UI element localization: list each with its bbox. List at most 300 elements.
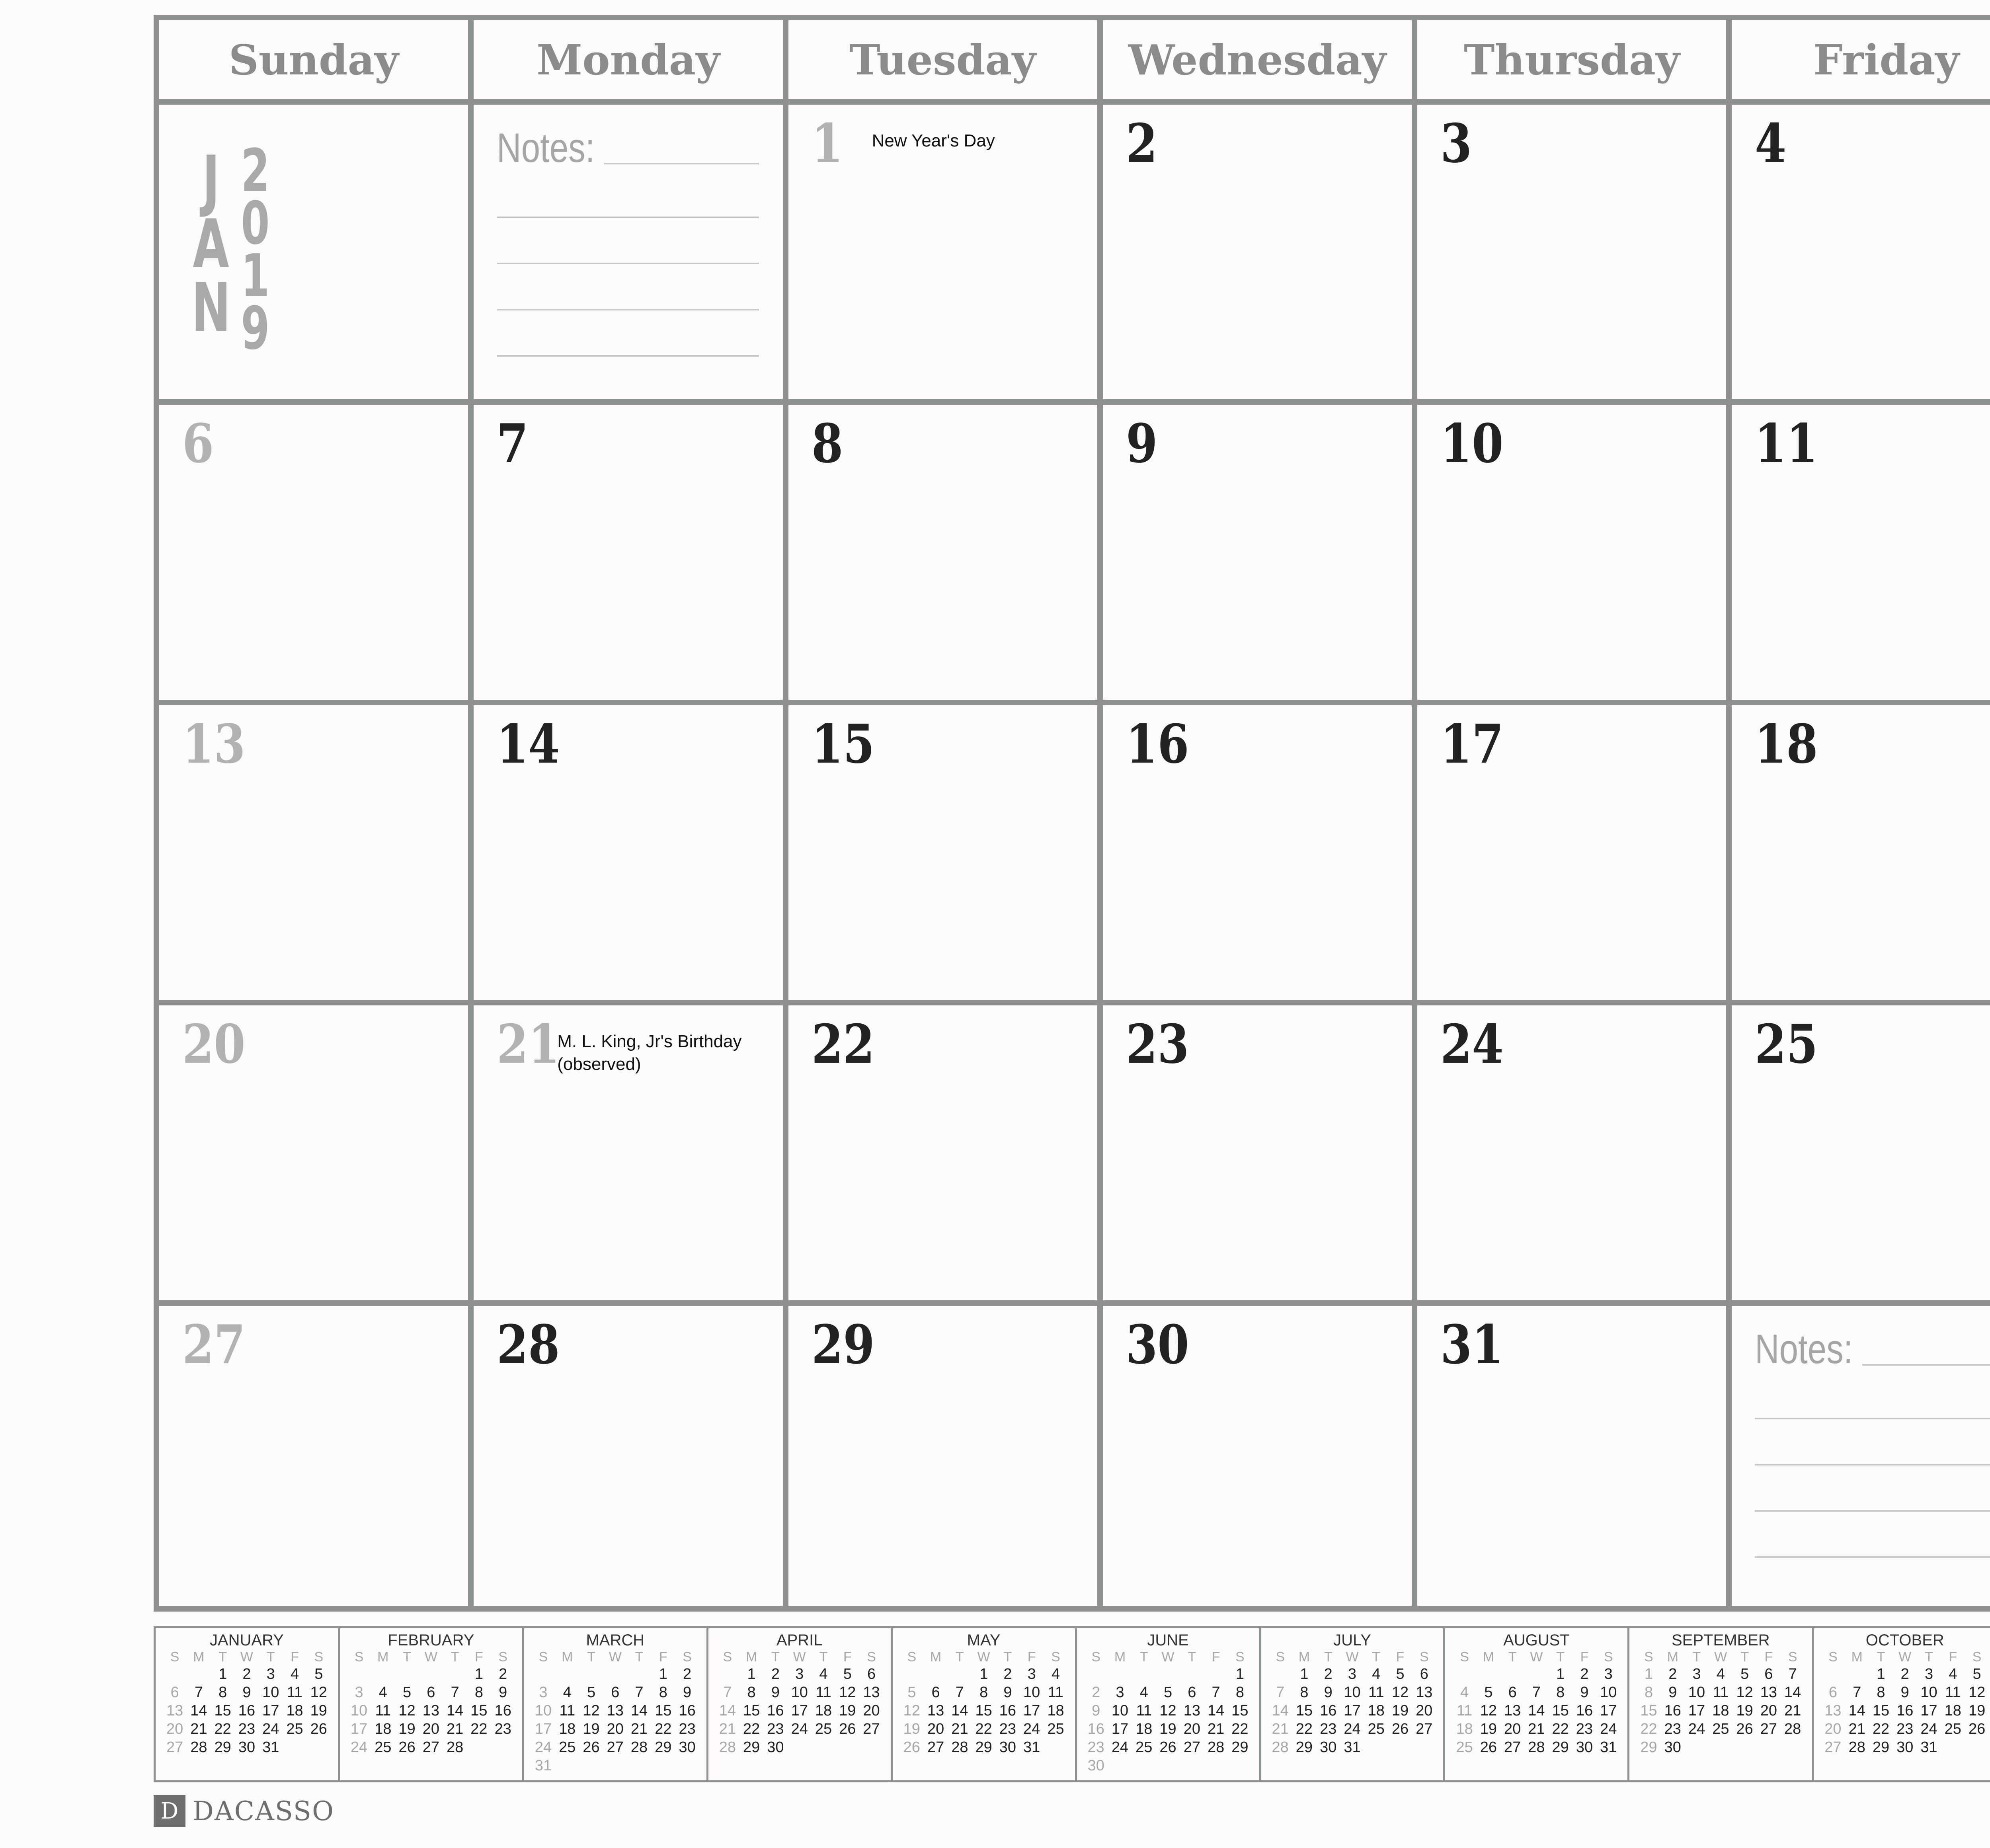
mini-day-grid xyxy=(1084,1649,1252,1775)
day-cell[interactable] xyxy=(159,705,474,1005)
mini-month-name: OCTOBER xyxy=(1865,1631,1944,1649)
mini-day: 25 xyxy=(375,1739,392,1756)
mini-day: 4 xyxy=(819,1666,828,1682)
mini-day: 19 xyxy=(1968,1702,1986,1719)
day-cell[interactable] xyxy=(1417,105,1732,405)
mini-blank xyxy=(371,1665,395,1683)
mini-day: 23 xyxy=(238,1721,256,1737)
mini-day: 14 xyxy=(1848,1702,1865,1719)
mini-day: 18 xyxy=(815,1702,832,1719)
mini-weekday: T xyxy=(1925,1649,1933,1665)
day-number: 22 xyxy=(811,1013,875,1076)
mini-day: 31 xyxy=(262,1739,279,1756)
mini-day: 2 xyxy=(771,1666,780,1682)
day-cell[interactable] xyxy=(159,1005,474,1306)
day-cell[interactable] xyxy=(1103,105,1417,405)
notes-line xyxy=(1755,1419,1990,1466)
mini-blank xyxy=(187,1665,211,1683)
mini-day: 12 xyxy=(1736,1684,1753,1701)
mini-day: 9 xyxy=(242,1684,251,1701)
mini-weekday: S xyxy=(1276,1649,1285,1665)
mini-day: 20 xyxy=(1183,1721,1200,1737)
mini-day: 3 xyxy=(1348,1666,1357,1682)
mini-day: 28 xyxy=(1848,1739,1865,1756)
mini-day: 5 xyxy=(843,1666,852,1682)
mini-day: 26 xyxy=(310,1721,327,1737)
mini-day: 5 xyxy=(403,1684,412,1701)
mini-day: 3 xyxy=(1692,1666,1701,1682)
mini-month-name: APRIL xyxy=(776,1631,823,1649)
mini-day: 8 xyxy=(659,1684,667,1701)
mini-month-name: MARCH xyxy=(586,1631,645,1649)
mini-weekday: T xyxy=(1139,1649,1148,1665)
mini-day: 13 xyxy=(607,1702,624,1719)
mini-day: 8 xyxy=(1300,1684,1309,1701)
mini-day: 11 xyxy=(287,1684,303,1701)
mini-day: 17 xyxy=(262,1702,279,1719)
mini-day: 9 xyxy=(1900,1684,1909,1701)
day-number: 7 xyxy=(497,412,529,475)
month-calendar-grid xyxy=(154,15,1990,1612)
day-number: 11 xyxy=(1755,412,1818,475)
mini-day: 4 xyxy=(563,1684,572,1701)
mini-day: 29 xyxy=(1872,1739,1890,1756)
notes-label: Notes: xyxy=(1755,1326,1853,1372)
mini-day: 6 xyxy=(931,1684,940,1701)
month-letter: N xyxy=(191,269,231,347)
mini-weekday: S xyxy=(538,1649,548,1665)
weekday-header-thursday: Thursday xyxy=(1417,20,1732,105)
mini-day: 25 xyxy=(1944,1721,1961,1737)
mini-day: 1 xyxy=(1877,1666,1885,1682)
day-cell[interactable] xyxy=(474,1306,788,1606)
mini-day: 7 xyxy=(955,1684,964,1701)
mini-day: 24 xyxy=(535,1739,552,1756)
day-number: 9 xyxy=(1126,412,1158,475)
mini-day: 30 xyxy=(1320,1739,1337,1756)
mini-day: 22 xyxy=(655,1721,672,1737)
mini-day: 25 xyxy=(1368,1721,1385,1737)
mini-weekday: S xyxy=(1051,1649,1060,1665)
mini-day-grid xyxy=(347,1649,515,1756)
mini-weekday: S xyxy=(1644,1649,1653,1665)
mini-day: 26 xyxy=(839,1721,856,1737)
mini-day: 11 xyxy=(1136,1702,1152,1719)
mini-day: 3 xyxy=(539,1684,548,1701)
day-cell[interactable] xyxy=(474,405,788,705)
mini-day: 25 xyxy=(1135,1739,1153,1756)
mini-day: 30 xyxy=(238,1739,256,1756)
mini-day: 17 xyxy=(535,1721,552,1737)
month-letters xyxy=(183,141,239,347)
mini-day: 7 xyxy=(1853,1684,1861,1701)
mini-blank xyxy=(1477,1665,1500,1683)
mini-day: 29 xyxy=(655,1739,672,1756)
mini-blank xyxy=(1084,1665,1108,1683)
notes-line xyxy=(1862,1326,1990,1366)
mini-calendar-july xyxy=(1261,1628,1446,1780)
day-number: 24 xyxy=(1440,1013,1504,1076)
mini-day: 1 xyxy=(979,1666,988,1682)
mini-day: 4 xyxy=(290,1666,299,1682)
mini-day: 20 xyxy=(607,1721,624,1737)
mini-day: 3 xyxy=(795,1666,804,1682)
day-cell[interactable] xyxy=(1732,405,1990,705)
mini-day: 5 xyxy=(907,1684,916,1701)
mini-weekday: F xyxy=(1764,1649,1773,1665)
mini-day: 24 xyxy=(1111,1739,1129,1756)
mini-day: 18 xyxy=(1944,1702,1961,1719)
day-cell[interactable] xyxy=(1417,1005,1732,1306)
mini-weekday: W xyxy=(1346,1649,1359,1665)
mini-day: 7 xyxy=(194,1684,203,1701)
mini-day: 11 xyxy=(1713,1684,1729,1701)
mini-day: 11 xyxy=(816,1684,831,1701)
mini-day: 19 xyxy=(839,1702,856,1719)
mini-day: 4 xyxy=(1460,1684,1469,1701)
day-number: 31 xyxy=(1440,1313,1504,1376)
mini-day: 22 xyxy=(975,1721,992,1737)
mini-day: 16 xyxy=(1896,1702,1914,1719)
mini-weekday: T xyxy=(955,1649,964,1665)
mini-day: 28 xyxy=(951,1739,968,1756)
mini-day: 12 xyxy=(310,1684,327,1701)
mini-day: 31 xyxy=(535,1757,552,1774)
mini-weekday: S xyxy=(170,1649,179,1665)
mini-weekday: W xyxy=(977,1649,990,1665)
mini-day: 13 xyxy=(1416,1684,1433,1701)
mini-day: 14 xyxy=(1207,1702,1225,1719)
mini-day: 2 xyxy=(1003,1666,1012,1682)
mini-day: 13 xyxy=(927,1702,944,1719)
day-cell[interactable] xyxy=(1103,1005,1417,1306)
mini-day: 10 xyxy=(1023,1684,1040,1701)
mini-blank xyxy=(1268,1665,1292,1683)
mini-weekday: T xyxy=(635,1649,644,1665)
mini-day: 6 xyxy=(1420,1666,1428,1682)
mini-day: 26 xyxy=(1480,1739,1497,1756)
day-cell[interactable] xyxy=(788,705,1103,1005)
mini-weekday: S xyxy=(1091,1649,1101,1665)
mini-day: 24 xyxy=(1920,1721,1937,1737)
day-cell[interactable] xyxy=(1417,705,1732,1005)
mini-calendar-february xyxy=(340,1628,524,1780)
mini-weekday: M xyxy=(930,1649,942,1665)
day-cell[interactable] xyxy=(1103,1306,1417,1606)
day-cell[interactable] xyxy=(1417,1306,1732,1606)
mini-day: 24 xyxy=(350,1739,368,1756)
mini-day: 23 xyxy=(767,1721,784,1737)
mini-day: 26 xyxy=(583,1739,600,1756)
mini-month-name: MAY xyxy=(967,1631,1001,1649)
mini-day: 24 xyxy=(1023,1721,1040,1737)
day-cell[interactable] xyxy=(1732,105,1990,405)
notes-line xyxy=(497,218,759,264)
mini-day: 25 xyxy=(815,1721,832,1737)
mini-day: 26 xyxy=(1391,1721,1409,1737)
mini-weekday: M xyxy=(746,1649,757,1665)
mini-day: 14 xyxy=(447,1702,464,1719)
mini-day: 22 xyxy=(214,1721,231,1737)
mini-day-grid xyxy=(1637,1649,1805,1756)
year-digit: 9 xyxy=(241,294,270,363)
mini-day: 2 xyxy=(1900,1666,1909,1682)
holiday-label: New Year's Day xyxy=(872,131,995,150)
mini-day: 9 xyxy=(1324,1684,1333,1701)
day-number: 13 xyxy=(182,712,246,775)
mini-blank xyxy=(1821,1665,1845,1683)
mini-day: 15 xyxy=(1872,1702,1890,1719)
mini-day: 21 xyxy=(1528,1721,1545,1737)
mini-calendar-may xyxy=(893,1628,1077,1780)
mini-day-grid xyxy=(531,1649,699,1775)
day-number: 27 xyxy=(182,1313,246,1376)
mini-day: 18 xyxy=(1047,1702,1064,1719)
day-cell[interactable] xyxy=(474,705,788,1005)
mini-day: 23 xyxy=(1576,1721,1593,1737)
mini-day: 16 xyxy=(1576,1702,1593,1719)
mini-day: 8 xyxy=(1877,1684,1885,1701)
day-cell[interactable] xyxy=(788,1005,1103,1306)
mini-day: 10 xyxy=(1600,1684,1617,1701)
mini-weekday: F xyxy=(1212,1649,1220,1665)
mini-day: 26 xyxy=(1159,1739,1176,1756)
day-number: 3 xyxy=(1440,112,1472,175)
mini-day: 27 xyxy=(1183,1739,1200,1756)
mini-calendar-april xyxy=(708,1628,893,1780)
day-cell[interactable] xyxy=(159,405,474,705)
mini-weekday: T xyxy=(1877,1649,1885,1665)
mini-day: 1 xyxy=(219,1666,227,1682)
mini-day: 7 xyxy=(1212,1684,1220,1701)
day-number: 29 xyxy=(811,1313,875,1376)
mini-day: 23 xyxy=(1087,1739,1104,1756)
mini-day: 28 xyxy=(447,1739,464,1756)
mini-day: 30 xyxy=(999,1739,1016,1756)
mini-day: 16 xyxy=(767,1702,784,1719)
mini-day: 7 xyxy=(723,1684,732,1701)
mini-month-name: AUGUST xyxy=(1503,1631,1570,1649)
mini-blank xyxy=(1524,1665,1548,1683)
mini-month-name: JULY xyxy=(1333,1631,1371,1649)
mini-day: 6 xyxy=(1188,1684,1196,1701)
mini-day: 5 xyxy=(1396,1666,1405,1682)
mini-day: 9 xyxy=(771,1684,780,1701)
mini-day: 30 xyxy=(1664,1739,1681,1756)
mini-day: 14 xyxy=(1272,1702,1289,1719)
mini-day: 22 xyxy=(1552,1721,1569,1737)
mini-day: 1 xyxy=(474,1666,483,1682)
mini-day: 12 xyxy=(1159,1702,1176,1719)
mini-day: 22 xyxy=(743,1721,760,1737)
mini-month-name: FEBRUARY xyxy=(388,1631,474,1649)
mini-calendar-january xyxy=(156,1628,340,1780)
year-digits xyxy=(235,137,276,363)
mini-day: 21 xyxy=(1848,1721,1865,1737)
weekday-header-friday: Friday xyxy=(1732,20,1990,105)
day-cell[interactable] xyxy=(788,105,1103,405)
mini-day: 21 xyxy=(1272,1721,1289,1737)
mini-day: 6 xyxy=(611,1684,620,1701)
notes-line xyxy=(497,172,759,218)
mini-weekday: M xyxy=(1667,1649,1678,1665)
mini-day: 31 xyxy=(1600,1739,1617,1756)
mini-day: 25 xyxy=(1047,1721,1064,1737)
notes-area[interactable] xyxy=(1755,1326,1990,1558)
mini-month-name: JANUARY xyxy=(209,1631,284,1649)
mini-calendar-march xyxy=(524,1628,708,1780)
day-cell[interactable] xyxy=(159,1306,474,1606)
mini-blank xyxy=(1132,1665,1156,1683)
mini-weekday: M xyxy=(562,1649,573,1665)
mini-weekday: F xyxy=(843,1649,852,1665)
mini-weekday: S xyxy=(723,1649,732,1665)
mini-day: 4 xyxy=(1949,1666,1957,1682)
mini-day: 1 xyxy=(1300,1666,1309,1682)
day-cell[interactable] xyxy=(1732,1005,1990,1306)
mini-day: 5 xyxy=(1484,1684,1493,1701)
mini-day: 19 xyxy=(1391,1702,1409,1719)
day-number: 14 xyxy=(497,712,560,775)
mini-weekday: W xyxy=(793,1649,806,1665)
day-cell[interactable] xyxy=(1417,405,1732,705)
mini-day: 18 xyxy=(1456,1721,1473,1737)
mini-day: 6 xyxy=(1508,1684,1517,1701)
mini-day: 11 xyxy=(1048,1684,1064,1701)
mini-weekday: W xyxy=(1161,1649,1174,1665)
mini-weekday: T xyxy=(219,1649,227,1665)
day-cell[interactable] xyxy=(1732,705,1990,1005)
mini-day: 11 xyxy=(559,1702,575,1719)
mini-weekday: F xyxy=(1580,1649,1589,1665)
mini-day: 11 xyxy=(1456,1702,1473,1719)
mini-day: 18 xyxy=(1135,1721,1153,1737)
day-number: 17 xyxy=(1440,712,1504,775)
mini-day: 14 xyxy=(1784,1684,1801,1701)
day-number: 16 xyxy=(1126,712,1189,775)
mini-day: 21 xyxy=(190,1721,207,1737)
mini-blank xyxy=(603,1665,627,1683)
mini-day: 17 xyxy=(1600,1702,1617,1719)
notes-line xyxy=(1755,1373,1990,1419)
weekday-header-sunday: Sunday xyxy=(159,20,474,105)
year-digit: 0 xyxy=(241,189,270,258)
mini-weekday: T xyxy=(266,1649,275,1665)
mini-day: 25 xyxy=(1456,1739,1473,1756)
weekday-header-tuesday: Tuesday xyxy=(788,20,1103,105)
notes-line xyxy=(1755,1466,1990,1512)
mini-day: 16 xyxy=(679,1702,696,1719)
mini-weekday: W xyxy=(1530,1649,1543,1665)
mini-day: 20 xyxy=(927,1721,944,1737)
mini-day: 15 xyxy=(975,1702,992,1719)
day-cell[interactable] xyxy=(1103,405,1417,705)
mini-day: 8 xyxy=(1235,1684,1244,1701)
mini-day: 3 xyxy=(266,1666,275,1682)
mini-day: 21 xyxy=(630,1721,648,1737)
notes-box[interactable] xyxy=(474,105,788,405)
day-cell[interactable] xyxy=(788,1306,1103,1606)
mini-day: 26 xyxy=(1968,1721,1986,1737)
mini-weekday: M xyxy=(1851,1649,1863,1665)
mini-day: 17 xyxy=(1111,1721,1129,1737)
mini-day: 13 xyxy=(166,1702,183,1719)
notes-box-wide[interactable] xyxy=(1732,1306,1990,1606)
mini-day: 1 xyxy=(1556,1666,1565,1682)
mini-day: 3 xyxy=(1924,1666,1933,1682)
mini-day: 8 xyxy=(1556,1684,1565,1701)
mini-weekday: T xyxy=(1372,1649,1381,1665)
mini-weekday: T xyxy=(403,1649,411,1665)
mini-day: 6 xyxy=(170,1684,179,1701)
mini-day: 2 xyxy=(1092,1684,1100,1701)
mini-weekday: T xyxy=(451,1649,459,1665)
mini-day: 16 xyxy=(999,1702,1016,1719)
mini-day-grid xyxy=(1268,1649,1436,1756)
mini-day: 24 xyxy=(1600,1721,1617,1737)
mini-weekday: S xyxy=(1828,1649,1838,1665)
mini-day: 22 xyxy=(1295,1721,1313,1737)
mini-blank xyxy=(395,1665,419,1683)
mini-day: 29 xyxy=(214,1739,231,1756)
mini-day: 20 xyxy=(1824,1721,1842,1737)
mini-blank xyxy=(1500,1665,1524,1683)
mini-weekday: W xyxy=(1898,1649,1912,1665)
mini-day: 30 xyxy=(1087,1757,1104,1774)
mini-day: 29 xyxy=(1552,1739,1569,1756)
day-cell[interactable] xyxy=(1103,705,1417,1005)
mini-day-grid xyxy=(1452,1649,1620,1756)
mini-day: 9 xyxy=(1668,1684,1677,1701)
mini-day: 13 xyxy=(1183,1702,1200,1719)
mini-day: 21 xyxy=(447,1721,464,1737)
mini-weekday: T xyxy=(1692,1649,1701,1665)
mini-weekday: T xyxy=(1188,1649,1196,1665)
mini-day: 21 xyxy=(1784,1702,1801,1719)
mini-day: 27 xyxy=(1416,1721,1433,1737)
mini-day: 8 xyxy=(747,1684,756,1701)
day-number: 18 xyxy=(1755,712,1818,775)
day-number: 23 xyxy=(1126,1013,1189,1076)
mini-day: 19 xyxy=(310,1702,327,1719)
day-cell[interactable] xyxy=(788,405,1103,705)
day-cell[interactable] xyxy=(474,1005,788,1306)
mini-day: 23 xyxy=(1664,1721,1681,1737)
mini-day: 5 xyxy=(587,1684,596,1701)
mini-blank xyxy=(163,1665,187,1683)
mini-day: 16 xyxy=(238,1702,256,1719)
notes-area[interactable] xyxy=(497,125,759,357)
mini-blank xyxy=(1180,1665,1204,1683)
mini-day: 3 xyxy=(1027,1666,1036,1682)
mini-blank xyxy=(924,1665,948,1683)
mini-day: 22 xyxy=(1640,1721,1657,1737)
mini-weekday: T xyxy=(587,1649,595,1665)
mini-day: 29 xyxy=(1640,1739,1657,1756)
notes-line xyxy=(604,125,759,164)
mini-day: 28 xyxy=(1528,1739,1545,1756)
mini-day: 12 xyxy=(903,1702,920,1719)
mini-day: 15 xyxy=(1640,1702,1657,1719)
mini-weekday: S xyxy=(683,1649,692,1665)
mini-day: 4 xyxy=(1372,1666,1381,1682)
mini-day: 9 xyxy=(1092,1702,1100,1719)
mini-weekday: M xyxy=(1483,1649,1494,1665)
mini-weekday: W xyxy=(1714,1649,1727,1665)
mini-day: 22 xyxy=(1872,1721,1890,1737)
mini-day: 31 xyxy=(1023,1739,1040,1756)
mini-day: 19 xyxy=(583,1721,600,1737)
